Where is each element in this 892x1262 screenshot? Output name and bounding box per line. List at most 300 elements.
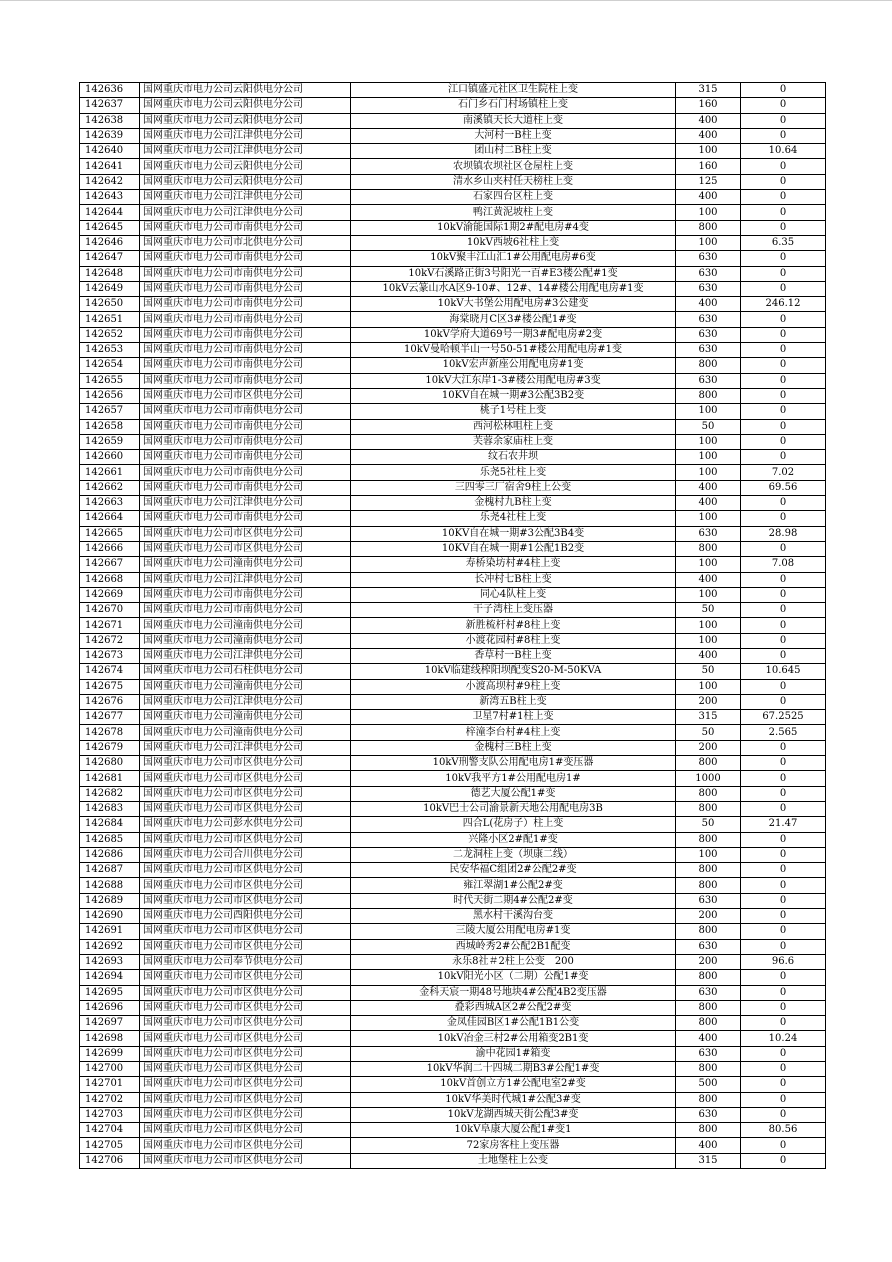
- row-id-cell: 142684: [80, 817, 140, 832]
- transformer-name-cell: 石门乡石门村场镇柱上变: [351, 98, 676, 113]
- row-id-cell: 142650: [80, 297, 140, 312]
- transformer-name-cell: 新湾五B柱上变: [351, 694, 676, 709]
- company-cell: 国网重庆市电力公司云阳供电分公司: [140, 174, 351, 189]
- transformer-name-cell: 10kV华润二十四城二期B3#公配1#变: [351, 1062, 676, 1077]
- company-cell: 国网重庆市电力公司市南供电分公司: [140, 511, 351, 526]
- company-cell: 国网重庆市电力公司市南供电分公司: [140, 358, 351, 373]
- value-cell: 0: [741, 388, 826, 403]
- value-cell: 0: [741, 190, 826, 205]
- company-cell: 国网重庆市电力公司市区供电分公司: [140, 1031, 351, 1046]
- company-cell: 国网重庆市电力公司潼南供电分公司: [140, 633, 351, 648]
- table-row: [80, 572, 826, 587]
- transformer-name-cell: 长冲村七B柱上变: [351, 572, 676, 587]
- row-id-cell: 142706: [80, 1153, 140, 1168]
- capacity-cell: 50: [676, 603, 741, 618]
- capacity-cell: 630: [676, 251, 741, 266]
- transformer-name-cell: 10kV龙湖西城天街公配3#变: [351, 1107, 676, 1122]
- table-body: [80, 83, 826, 1169]
- table-row: [80, 878, 826, 893]
- row-id-cell: 142676: [80, 694, 140, 709]
- transformer-name-cell: 10kV大江东岸1-3#楼公用配电房#3变: [351, 373, 676, 388]
- page-top-rule: [0, 0, 892, 1]
- table-row: [80, 847, 826, 862]
- table-row: [80, 98, 826, 113]
- row-id-cell: 142663: [80, 496, 140, 511]
- row-id-cell: 142637: [80, 98, 140, 113]
- table-row: [80, 404, 826, 419]
- table-row: [80, 343, 826, 358]
- transformer-name-cell: 西城岭秀2#公配2B1配变: [351, 939, 676, 954]
- row-id-cell: 142646: [80, 235, 140, 250]
- company-cell: 国网重庆市电力公司潼南供电分公司: [140, 679, 351, 694]
- row-id-cell: 142690: [80, 909, 140, 924]
- company-cell: 国网重庆市电力公司市区供电分公司: [140, 985, 351, 1000]
- value-cell: 7.02: [741, 465, 826, 480]
- row-id-cell: 142685: [80, 832, 140, 847]
- company-cell: 国网重庆市电力公司市南供电分公司: [140, 220, 351, 235]
- table-row: [80, 801, 826, 816]
- capacity-cell: 200: [676, 954, 741, 969]
- transformer-name-cell: 农坝镇农坝社区仓屋柱上变: [351, 159, 676, 174]
- company-cell: 国网重庆市电力公司酉阳供电分公司: [140, 909, 351, 924]
- row-id-cell: 142639: [80, 128, 140, 143]
- row-id-cell: 142689: [80, 893, 140, 908]
- capacity-cell: 800: [676, 756, 741, 771]
- transformer-name-cell: 10KV自在城一期#1公配1B2变: [351, 541, 676, 556]
- transformer-name-cell: 小渡高坝村#9柱上变: [351, 679, 676, 694]
- transformer-name-cell: 卫星7村#1柱上变: [351, 710, 676, 725]
- value-cell: 0: [741, 98, 826, 113]
- value-cell: 0: [741, 541, 826, 556]
- row-id-cell: 142665: [80, 526, 140, 541]
- row-id-cell: 142692: [80, 939, 140, 954]
- table-row: [80, 924, 826, 939]
- table-row: [80, 618, 826, 633]
- table-row: [80, 159, 826, 174]
- table-row: [80, 434, 826, 449]
- table-row: [80, 1077, 826, 1092]
- row-id-cell: 142658: [80, 419, 140, 434]
- value-cell: 0: [741, 511, 826, 526]
- value-cell: 0: [741, 756, 826, 771]
- value-cell: 10.24: [741, 1031, 826, 1046]
- company-cell: 国网重庆市电力公司市区供电分公司: [140, 1123, 351, 1138]
- transformer-name-cell: 10kV华美时代城1#公配3#变: [351, 1092, 676, 1107]
- transformer-name-cell: 金凤佳园B区1#公配1B1公变: [351, 1016, 676, 1031]
- row-id-cell: 142667: [80, 557, 140, 572]
- value-cell: 0: [741, 113, 826, 128]
- value-cell: 0: [741, 863, 826, 878]
- transformer-name-cell: 10kV巴士公司渝景新天地公用配电房3B: [351, 801, 676, 816]
- table-row: [80, 419, 826, 434]
- value-cell: 96.6: [741, 954, 826, 969]
- table-row: [80, 128, 826, 143]
- row-id-cell: 142661: [80, 465, 140, 480]
- transformer-name-cell: 时代天街二期4#公配2#变: [351, 893, 676, 908]
- table-row: [80, 939, 826, 954]
- capacity-cell: 100: [676, 633, 741, 648]
- transformer-name-cell: 民安华福C组团2#公配2#变: [351, 863, 676, 878]
- row-id-cell: 142693: [80, 954, 140, 969]
- transformer-name-cell: 新胜梳杆村#8柱上变: [351, 618, 676, 633]
- value-cell: 0: [741, 266, 826, 281]
- table-row: [80, 725, 826, 740]
- row-id-cell: 142657: [80, 404, 140, 419]
- table-row: [80, 1138, 826, 1153]
- company-cell: 国网重庆市电力公司市区供电分公司: [140, 801, 351, 816]
- table-row: [80, 603, 826, 618]
- row-id-cell: 142680: [80, 756, 140, 771]
- row-id-cell: 142675: [80, 679, 140, 694]
- value-cell: 0: [741, 648, 826, 663]
- row-id-cell: 142691: [80, 924, 140, 939]
- table-row: [80, 557, 826, 572]
- company-cell: 国网重庆市电力公司市区供电分公司: [140, 1062, 351, 1077]
- row-id-cell: 142671: [80, 618, 140, 633]
- company-cell: 国网重庆市电力公司市区供电分公司: [140, 832, 351, 847]
- company-cell: 国网重庆市电力公司江津供电分公司: [140, 205, 351, 220]
- table-row: [80, 251, 826, 266]
- row-id-cell: 142642: [80, 174, 140, 189]
- capacity-cell: 400: [676, 1138, 741, 1153]
- transformer-name-cell: 芙蓉余家庙柱上变: [351, 434, 676, 449]
- transformer-name-cell: 寿桥染坊村#4柱上变: [351, 557, 676, 572]
- row-id-cell: 142702: [80, 1092, 140, 1107]
- value-cell: 0: [741, 281, 826, 296]
- company-cell: 国网重庆市电力公司市区供电分公司: [140, 1000, 351, 1015]
- value-cell: 0: [741, 1153, 826, 1168]
- row-id-cell: 142687: [80, 863, 140, 878]
- table-row: [80, 970, 826, 985]
- row-id-cell: 142700: [80, 1062, 140, 1077]
- capacity-cell: 800: [676, 863, 741, 878]
- company-cell: 国网重庆市电力公司江津供电分公司: [140, 496, 351, 511]
- transformer-name-cell: 团山村二B柱上变: [351, 144, 676, 159]
- company-cell: 国网重庆市电力公司市南供电分公司: [140, 587, 351, 602]
- capacity-cell: 800: [676, 1092, 741, 1107]
- value-cell: 80.56: [741, 1123, 826, 1138]
- transformer-table: [79, 82, 826, 1169]
- company-cell: 国网重庆市电力公司市区供电分公司: [140, 541, 351, 556]
- value-cell: 0: [741, 1138, 826, 1153]
- capacity-cell: 800: [676, 878, 741, 893]
- company-cell: 国网重庆市电力公司江津供电分公司: [140, 740, 351, 755]
- capacity-cell: 630: [676, 343, 741, 358]
- company-cell: 国网重庆市电力公司市南供电分公司: [140, 297, 351, 312]
- capacity-cell: 630: [676, 1046, 741, 1061]
- capacity-cell: 100: [676, 235, 741, 250]
- table-row: [80, 266, 826, 281]
- transformer-name-cell: 10kV我平方1#公用配电房1#: [351, 771, 676, 786]
- company-cell: 国网重庆市电力公司市南供电分公司: [140, 450, 351, 465]
- transformer-name-cell: 10kV大书堡公用配电房#3公建变: [351, 297, 676, 312]
- company-cell: 国网重庆市电力公司市区供电分公司: [140, 1107, 351, 1122]
- transformer-name-cell: 10KV自在城一期#3公配3B4变: [351, 526, 676, 541]
- capacity-cell: 400: [676, 190, 741, 205]
- transformer-name-cell: 金科天宸一期48号地块4#公配4B2变压器: [351, 985, 676, 1000]
- value-cell: 0: [741, 205, 826, 220]
- transformer-name-cell: 江口镇盛元社区卫生院柱上变: [351, 83, 676, 98]
- transformer-name-cell: 渝中花园1#箱变: [351, 1046, 676, 1061]
- company-cell: 国网重庆市电力公司市区供电分公司: [140, 1077, 351, 1092]
- value-cell: 0: [741, 694, 826, 709]
- value-cell: 0: [741, 220, 826, 235]
- table-row: [80, 740, 826, 755]
- value-cell: 0: [741, 174, 826, 189]
- company-cell: 国网重庆市电力公司市南供电分公司: [140, 251, 351, 266]
- table-row: [80, 909, 826, 924]
- value-cell: 0: [741, 327, 826, 342]
- value-cell: 0: [741, 832, 826, 847]
- company-cell: 国网重庆市电力公司市南供电分公司: [140, 343, 351, 358]
- row-id-cell: 142672: [80, 633, 140, 648]
- company-cell: 国网重庆市电力公司合川供电分公司: [140, 847, 351, 862]
- capacity-cell: 400: [676, 648, 741, 663]
- value-cell: 0: [741, 1062, 826, 1077]
- row-id-cell: 142644: [80, 205, 140, 220]
- table-row: [80, 679, 826, 694]
- table-row: [80, 1107, 826, 1122]
- value-cell: 6.35: [741, 235, 826, 250]
- capacity-cell: 630: [676, 373, 741, 388]
- transformer-name-cell: 西河松林咀柱上变: [351, 419, 676, 434]
- capacity-cell: 400: [676, 297, 741, 312]
- company-cell: 国网重庆市电力公司市南供电分公司: [140, 419, 351, 434]
- transformer-name-cell: 石家四台区柱上变: [351, 190, 676, 205]
- company-cell: 国网重庆市电力公司市南供电分公司: [140, 312, 351, 327]
- transformer-name-cell: 10kV学府大道69号一期3#配电房#2变: [351, 327, 676, 342]
- capacity-cell: 800: [676, 1062, 741, 1077]
- row-id-cell: 142704: [80, 1123, 140, 1138]
- value-cell: 0: [741, 159, 826, 174]
- transformer-name-cell: 10kV宏声新座公用配电房#1变: [351, 358, 676, 373]
- table-row: [80, 954, 826, 969]
- value-cell: 0: [741, 128, 826, 143]
- value-cell: 0: [741, 893, 826, 908]
- value-cell: 0: [741, 679, 826, 694]
- table-row: [80, 388, 826, 403]
- capacity-cell: 50: [676, 817, 741, 832]
- table-row: [80, 312, 826, 327]
- value-cell: 0: [741, 801, 826, 816]
- table-row: [80, 1092, 826, 1107]
- row-id-cell: 142701: [80, 1077, 140, 1092]
- row-id-cell: 142638: [80, 113, 140, 128]
- row-id-cell: 142662: [80, 480, 140, 495]
- value-cell: 0: [741, 970, 826, 985]
- row-id-cell: 142656: [80, 388, 140, 403]
- capacity-cell: 100: [676, 587, 741, 602]
- company-cell: 国网重庆市电力公司市区供电分公司: [140, 756, 351, 771]
- row-id-cell: 142699: [80, 1046, 140, 1061]
- capacity-cell: 400: [676, 572, 741, 587]
- capacity-cell: 200: [676, 694, 741, 709]
- company-cell: 国网重庆市电力公司江津供电分公司: [140, 144, 351, 159]
- capacity-cell: 400: [676, 113, 741, 128]
- row-id-cell: 142703: [80, 1107, 140, 1122]
- table-row: [80, 297, 826, 312]
- company-cell: 国网重庆市电力公司市区供电分公司: [140, 526, 351, 541]
- row-id-cell: 142670: [80, 603, 140, 618]
- row-id-cell: 142643: [80, 190, 140, 205]
- transformer-name-cell: 10kV首创立方1#公配电室2#变: [351, 1077, 676, 1092]
- company-cell: 国网重庆市电力公司市南供电分公司: [140, 480, 351, 495]
- row-id-cell: 142659: [80, 434, 140, 449]
- company-cell: 国网重庆市电力公司奉节供电分公司: [140, 954, 351, 969]
- company-cell: 国网重庆市电力公司市区供电分公司: [140, 1016, 351, 1031]
- table-row: [80, 511, 826, 526]
- company-cell: 国网重庆市电力公司潼南供电分公司: [140, 618, 351, 633]
- row-id-cell: 142682: [80, 786, 140, 801]
- table-row: [80, 786, 826, 801]
- table-row: [80, 174, 826, 189]
- capacity-cell: 630: [676, 327, 741, 342]
- table-row: [80, 1016, 826, 1031]
- company-cell: 国网重庆市电力公司市南供电分公司: [140, 404, 351, 419]
- value-cell: 0: [741, 450, 826, 465]
- value-cell: 0: [741, 985, 826, 1000]
- capacity-cell: 800: [676, 541, 741, 556]
- row-id-cell: 142679: [80, 740, 140, 755]
- value-cell: 0: [741, 404, 826, 419]
- company-cell: 国网重庆市电力公司市北供电分公司: [140, 235, 351, 250]
- capacity-cell: 400: [676, 1031, 741, 1046]
- transformer-name-cell: 永乐8社＃2柱上公变 200: [351, 954, 676, 969]
- transformer-name-cell: 二龙洞柱上变（坝康二线）: [351, 847, 676, 862]
- value-cell: 0: [741, 251, 826, 266]
- capacity-cell: 100: [676, 511, 741, 526]
- row-id-cell: 142641: [80, 159, 140, 174]
- table-row: [80, 985, 826, 1000]
- company-cell: 国网重庆市电力公司江津供电分公司: [140, 572, 351, 587]
- capacity-cell: 1000: [676, 771, 741, 786]
- row-id-cell: 142678: [80, 725, 140, 740]
- capacity-cell: 400: [676, 480, 741, 495]
- value-cell: 69.56: [741, 480, 826, 495]
- value-cell: 0: [741, 312, 826, 327]
- row-id-cell: 142636: [80, 83, 140, 98]
- row-id-cell: 142668: [80, 572, 140, 587]
- value-cell: 0: [741, 786, 826, 801]
- table-row: [80, 664, 826, 679]
- table-row: [80, 113, 826, 128]
- capacity-cell: 400: [676, 496, 741, 511]
- capacity-cell: 630: [676, 939, 741, 954]
- table-row: [80, 205, 826, 220]
- row-id-cell: 142640: [80, 144, 140, 159]
- company-cell: 国网重庆市电力公司江津供电分公司: [140, 128, 351, 143]
- value-cell: 0: [741, 343, 826, 358]
- value-cell: 0: [741, 373, 826, 388]
- company-cell: 国网重庆市电力公司云阳供电分公司: [140, 83, 351, 98]
- capacity-cell: 800: [676, 801, 741, 816]
- capacity-cell: 315: [676, 710, 741, 725]
- transformer-name-cell: 10kV石溪路正街3号阳光一百#E3楼公配#1变: [351, 266, 676, 281]
- value-cell: 0: [741, 939, 826, 954]
- value-cell: 0: [741, 358, 826, 373]
- capacity-cell: 100: [676, 847, 741, 862]
- value-cell: 246.12: [741, 297, 826, 312]
- transformer-name-cell: 兴隆小区2#配1#变: [351, 832, 676, 847]
- table-row: [80, 220, 826, 235]
- transformer-name-cell: 金槐村九B柱上变: [351, 496, 676, 511]
- company-cell: 国网重庆市电力公司潼南供电分公司: [140, 725, 351, 740]
- table-row: [80, 526, 826, 541]
- table-row: [80, 144, 826, 159]
- table-row: [80, 1046, 826, 1061]
- value-cell: 0: [741, 83, 826, 98]
- capacity-cell: 125: [676, 174, 741, 189]
- value-cell: 0: [741, 878, 826, 893]
- value-cell: 10.645: [741, 664, 826, 679]
- capacity-cell: 630: [676, 281, 741, 296]
- row-id-cell: 142648: [80, 266, 140, 281]
- company-cell: 国网重庆市电力公司市南供电分公司: [140, 266, 351, 281]
- table-row: [80, 358, 826, 373]
- transformer-name-cell: 10kV曼哈顿半山一号50-51#楼公用配电房#1变: [351, 343, 676, 358]
- table-row: [80, 771, 826, 786]
- capacity-cell: 630: [676, 266, 741, 281]
- capacity-cell: 100: [676, 618, 741, 633]
- company-cell: 国网重庆市电力公司市南供电分公司: [140, 281, 351, 296]
- row-id-cell: 142677: [80, 710, 140, 725]
- value-cell: 67.2525: [741, 710, 826, 725]
- table-row: [80, 832, 826, 847]
- capacity-cell: 100: [676, 434, 741, 449]
- capacity-cell: 630: [676, 526, 741, 541]
- capacity-cell: 100: [676, 450, 741, 465]
- row-id-cell: 142681: [80, 771, 140, 786]
- value-cell: 0: [741, 1107, 826, 1122]
- table-row: [80, 817, 826, 832]
- company-cell: 国网重庆市电力公司市区供电分公司: [140, 924, 351, 939]
- capacity-cell: 800: [676, 832, 741, 847]
- value-cell: 0: [741, 1092, 826, 1107]
- value-cell: 0: [741, 740, 826, 755]
- company-cell: 国网重庆市电力公司江津供电分公司: [140, 190, 351, 205]
- capacity-cell: 160: [676, 98, 741, 113]
- transformer-name-cell: 10kV西坡6社柱上变: [351, 235, 676, 250]
- row-id-cell: 142647: [80, 251, 140, 266]
- capacity-cell: 630: [676, 893, 741, 908]
- row-id-cell: 142688: [80, 878, 140, 893]
- value-cell: 0: [741, 603, 826, 618]
- capacity-cell: 800: [676, 970, 741, 985]
- transformer-name-cell: 黑水村干溪沟台变: [351, 909, 676, 924]
- row-id-cell: 142645: [80, 220, 140, 235]
- table-row: [80, 190, 826, 205]
- row-id-cell: 142654: [80, 358, 140, 373]
- value-cell: 0: [741, 496, 826, 511]
- value-cell: 0: [741, 572, 826, 587]
- transformer-name-cell: 乐尧4社柱上变: [351, 511, 676, 526]
- row-id-cell: 142666: [80, 541, 140, 556]
- value-cell: 0: [741, 909, 826, 924]
- transformer-name-cell: 雍江翠湖1#公配2#变: [351, 878, 676, 893]
- capacity-cell: 200: [676, 740, 741, 755]
- company-cell: 国网重庆市电力公司江津供电分公司: [140, 694, 351, 709]
- capacity-cell: 800: [676, 1016, 741, 1031]
- table-row: [80, 756, 826, 771]
- transformer-name-cell: 纹石农井坝: [351, 450, 676, 465]
- transformer-name-cell: 10kV刑警支队公用配电房1#变压器: [351, 756, 676, 771]
- capacity-cell: 800: [676, 1123, 741, 1138]
- capacity-cell: 630: [676, 1107, 741, 1122]
- table-row: [80, 373, 826, 388]
- capacity-cell: 100: [676, 679, 741, 694]
- row-id-cell: 142660: [80, 450, 140, 465]
- transformer-name-cell: 小渡花园村#8柱上变: [351, 633, 676, 648]
